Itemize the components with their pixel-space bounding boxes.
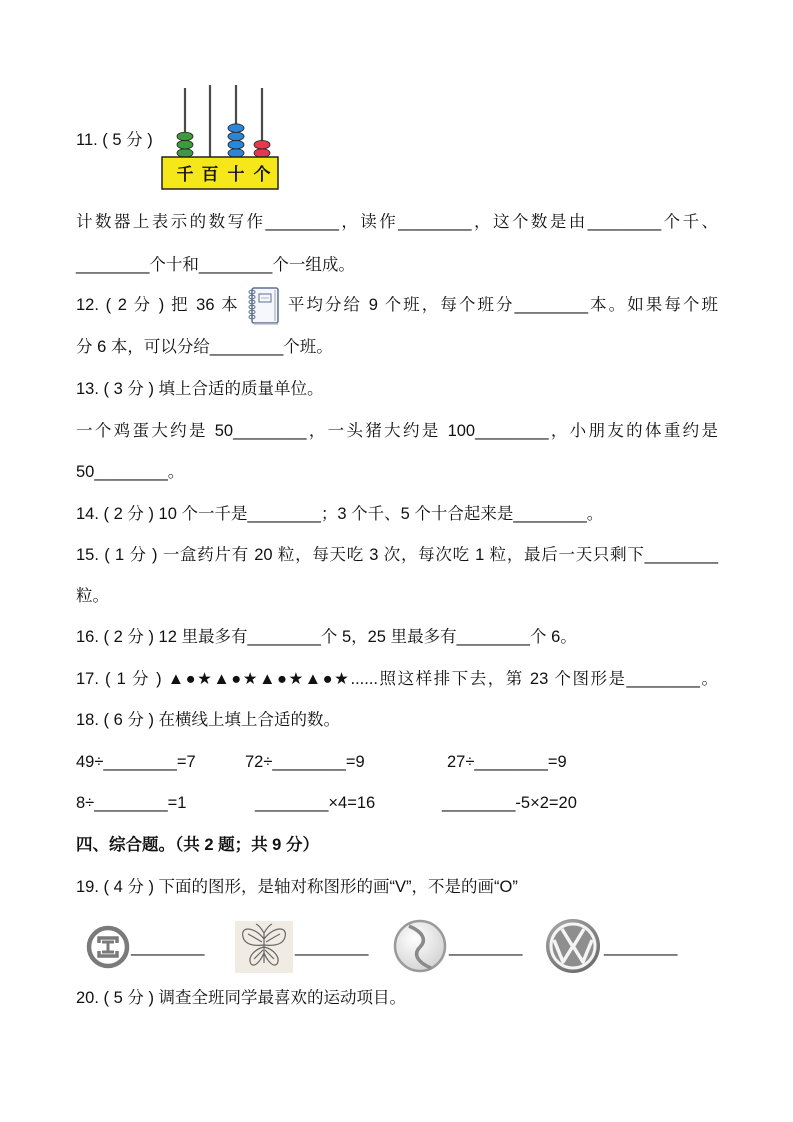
q15-text-line-1: 15. ( 1 分 ) 一盒药片有 20 粒，每天吃 3 次，每次吃 1 粒，最后一天只剩下________: [76, 546, 718, 564]
q11-head: 11. ( 5 分 ): [76, 131, 153, 149]
abacus-bead: [228, 140, 244, 149]
s-curve-circle-icon: [392, 918, 448, 974]
q19-head: 19. ( 4 分 ) 下面的图形，是轴对称图形的画“V”，不是的画“O”: [76, 878, 518, 896]
abacus-bead: [228, 124, 244, 133]
abacus-place-label: 个: [253, 165, 271, 185]
abacus-bead: [177, 149, 193, 158]
q18-equation: ________×4=16: [255, 794, 376, 812]
abacus-rods: [185, 85, 262, 158]
bank-logo-icon: [85, 924, 131, 970]
abacus-place-label: 百: [201, 165, 219, 185]
q11-text-line-2: ________个十和________个一组成。: [76, 256, 355, 274]
abacus-bead: [177, 140, 193, 149]
abacus-beads: [177, 124, 270, 157]
q18-equation: 8÷________=1: [76, 794, 187, 812]
q13-text-line-1: 一个鸡蛋大约是 50________，一头猪大约是 100________，小朋友的体重约是: [76, 422, 718, 440]
q12-text-line-2: 分 6 本，可以分给________个班。: [76, 338, 333, 356]
q12-text-part-1: 12. ( 2 分 ) 把 36 本: [76, 296, 240, 314]
abacus-place-label: 千: [176, 165, 194, 185]
q13-head: 13. ( 3 分 ) 填上合适的质量单位。: [76, 380, 324, 398]
q18-equation: 72÷________=9: [245, 753, 365, 771]
q19-answer-blank: ________: [449, 938, 523, 956]
notebook-icon: [243, 285, 283, 327]
q18-equation: ________-5×2=20: [442, 794, 577, 812]
q12-text-line-1: [76, 284, 718, 326]
vw-logo-icon: [544, 917, 602, 975]
q20-head: 20. ( 5 分 ) 调查全班同学最喜欢的运动项目。: [76, 989, 407, 1007]
abacus-image: [158, 84, 282, 192]
q13-text-line-2: 50________。: [76, 463, 185, 481]
q12-text-part-2: 平均分给 9 个班，每个班分________本。如果每个班: [285, 296, 719, 314]
q15-text-line-2: 粒。: [76, 587, 109, 605]
q17-text: 17. ( 1 分 ) ▲●★▲●★▲●★▲●★......照这样排下去，第 23 个图形是________。: [76, 670, 718, 688]
q19-answer-blank: ________: [295, 938, 369, 956]
q11-text-line-1: 计数器上表示的数写作________，读作________，这个数是由________个千、: [76, 213, 718, 231]
q14-text: 14. ( 2 分 ) 10 个一千是________；3 个千、5 个十合起来是________。: [76, 505, 604, 523]
abacus-place-label: 十: [227, 165, 245, 185]
abacus-bead: [228, 132, 244, 141]
q18-equation: 49÷________=7: [76, 753, 196, 771]
butterfly-icon: [235, 921, 293, 973]
abacus-bead: [254, 149, 270, 158]
q18-equation: 27÷________=9: [447, 753, 567, 771]
q19-answer-blank: ________: [604, 938, 678, 956]
abacus-bead: [254, 140, 270, 149]
section-heading: 四、综合题。（共 2 题；共 9 分）: [76, 836, 319, 854]
abacus-bead: [228, 149, 244, 158]
q16-text: 16. ( 2 分 ) 12 里最多有________个 5，25 里最多有________个 6。: [76, 628, 577, 646]
q19-answer-blank: ________: [131, 938, 205, 956]
abacus-bead: [177, 132, 193, 141]
q18-head: 18. ( 6 分 ) 在横线上填上合适的数。: [76, 711, 341, 729]
